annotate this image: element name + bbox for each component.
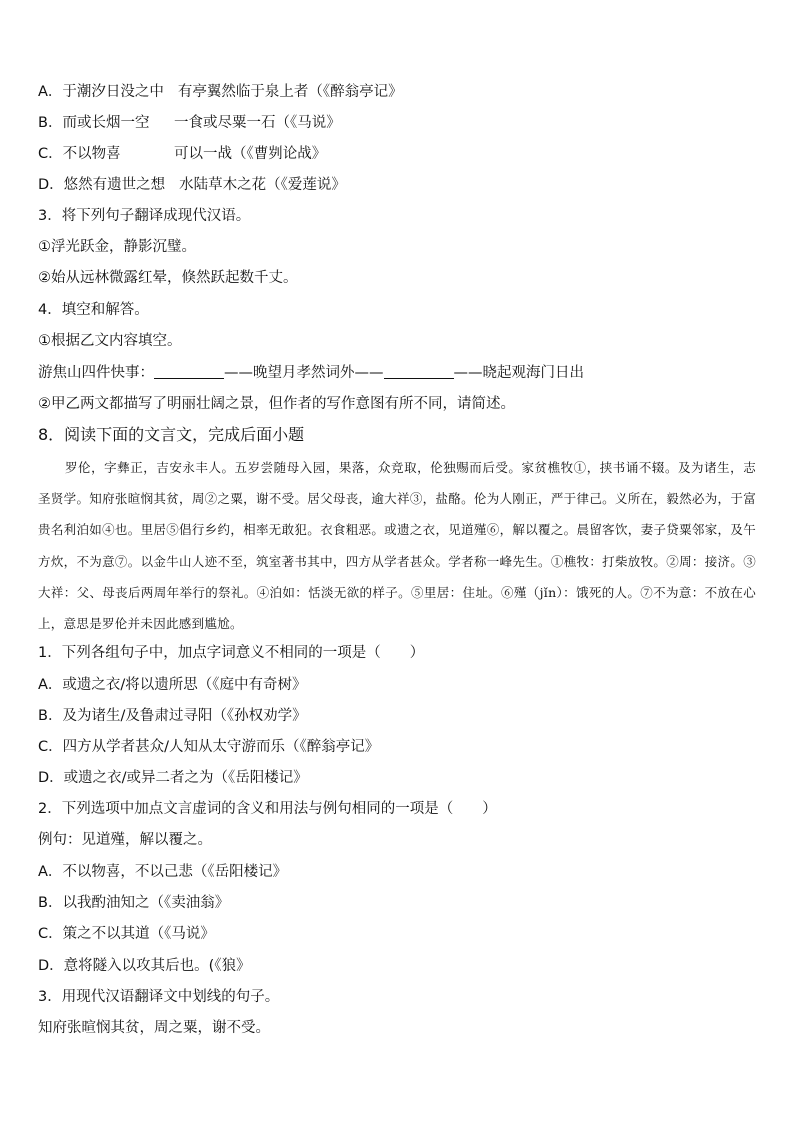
- option-d-right: 水陆草木之花（《爱莲说》: [179, 177, 346, 193]
- fill-prefix: 游焦山四件快事：: [38, 365, 154, 381]
- q2-option-d: D．意将隧入以攻其后也。(《狼》: [38, 958, 251, 974]
- fill-middle: ——晚望月孝然词外——: [224, 365, 384, 381]
- q1-option-b: B．及为诸生/及鲁肃过寻阳（《孙权劝学》: [38, 708, 307, 724]
- q3b-sentence: 知府张暄悯其贫，周之粟，谢不受。: [38, 1020, 270, 1036]
- question-3-title: 3．将下列句子翻译成现代汉语。: [38, 208, 251, 224]
- question-3-sentence-2: ②始从远林微露红晕，倏然跃起数千丈。: [38, 270, 298, 286]
- option-d-left: D．悠然有遗世之想: [38, 177, 166, 193]
- q1-title: 1．下列各组句子中，加点字词意义不相同的一项是（ ）: [38, 645, 425, 661]
- q1-option-c: C．四方从学者甚众/人知从太守游而乐（《醉翁亭记》: [38, 739, 380, 755]
- question-4-title: 4．填空和解答。: [38, 302, 149, 318]
- option-b-left: B．而或长烟一空: [38, 115, 150, 131]
- option-c-right: 可以一战（《曹刿论战》: [174, 146, 327, 162]
- q3b-title: 3．用现代汉语翻译文中划线的句子。: [38, 989, 280, 1005]
- option-b-right: 一食或尽粟一石（《马说》: [174, 115, 341, 131]
- option-line-b: [38, 113, 764, 133]
- option-a-left: A．于潮汐日没之中: [38, 84, 164, 100]
- fill-suffix: ——晓起观海门日出: [453, 365, 584, 381]
- fill-blank-2[interactable]: [384, 364, 454, 379]
- q2-option-c: C．策之不以其道（《马说》: [38, 926, 215, 942]
- question-4-fill-line: [38, 363, 764, 383]
- question-4-item-1: ①根据乙文内容填空。: [38, 333, 182, 349]
- q1-option-d: D．或遗之衣/或异二者之为（《岳阳楼记》: [38, 770, 308, 786]
- q2-option-a: A．不以物喜，不以己悲（《岳阳楼记》: [38, 864, 288, 880]
- q2-example: 例句：见道殣，解以覆之。: [38, 832, 212, 848]
- question-4-item-2: ②甲乙两文都描写了明丽壮阔之景，但作者的写作意图有所不同，请简述。: [38, 396, 515, 412]
- section-8-title: 8．阅读下面的文言文，完成后面小题: [38, 425, 305, 444]
- fill-blank-1[interactable]: [154, 364, 224, 379]
- q2-option-b: B．以我酌油知之（《卖油翁》: [38, 895, 230, 911]
- option-line-a: [38, 82, 764, 102]
- option-c-left: C．不以物喜: [38, 146, 121, 162]
- option-a-right: 有亭翼然临于泉上者（《醉翁亭记》: [177, 84, 403, 100]
- question-3-sentence-1: ①浮光跃金，静影沉璧。: [38, 239, 196, 255]
- q1-option-a: A．或遗之衣/将以遗所思（《庭中有奇树》: [38, 677, 307, 693]
- option-line-d: [38, 175, 764, 195]
- option-line-c: [38, 144, 764, 164]
- q2-title: 2．下列选项中加点文言虚词的含义和用法与例句相同的一项是（ ）: [38, 801, 497, 817]
- classical-passage: 罗伦，字彝正，吉安永丰人。五岁尝随母入园，果落，众竞取，伦独赐而后受。家贫樵牧①，挟书诵不辍。及为诸生，志圣贤学。知府张暄悯其贫，周②之粟，谢不受。居父母丧，逾大祥③，盐酪。伦为人刚正，严于律己。义所在，毅然必为，于富贵名利泊如④也。里居⑤倡行乡约，相率无敢犯。衣食粗恶。或遗之衣，见道殣⑥，解以覆之。晨留客饮，妻子贷粟邻家，及午方炊，不为意⑦。以金牛山人迹不至，筑室著书其中，四方从学者甚众。学者称一峰先生。①樵牧：打柴放牧。②周：接济。③大祥：父、母丧后两周年举行的祭礼。④泊如：恬淡无欲的样子。⑤里居：住址。⑥殣（jǐn）：饿死的人。⑦不为意：不放在心上，意思是罗伦并未因此感到尴尬。: [38, 460, 756, 632]
